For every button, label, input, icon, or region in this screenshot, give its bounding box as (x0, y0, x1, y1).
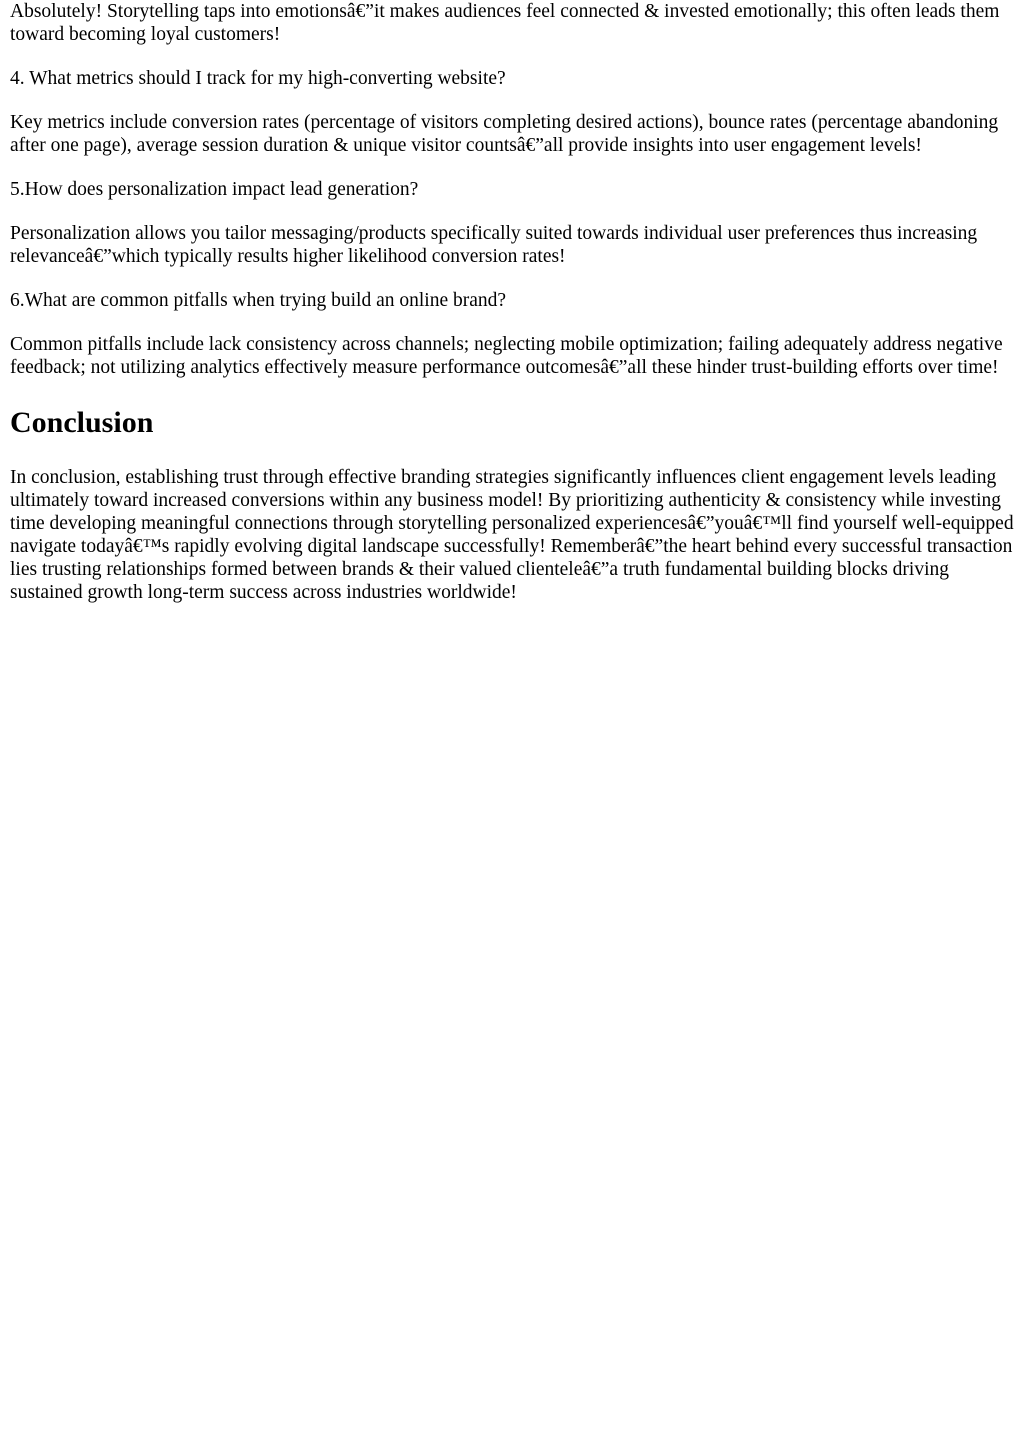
faq-question-personalization: 5.How does personalization impact lead generation? (10, 179, 419, 200)
faq-answer-pitfalls: Common pitfalls include lack consistency across channels; neglecting mobile optimization; failing adequately address negative feedback; not utilizing analytics effectively measure performance outcomesâ€”all these hinder trust-building efforts over time! (10, 334, 1003, 378)
conclusion-heading: Conclusion (10, 406, 154, 439)
faq-answer-personalization: Personalization allows you tailor messaging/products specifically suited towards individual user preferences thus increasing relevanceâ€”which typically results higher likelihood conversion rates! (10, 223, 978, 267)
faq-question-metrics: 4. What metrics should I track for my high-converting website? (10, 68, 506, 89)
faq-answer-storytelling: Absolutely! Storytelling taps into emotionsâ€”it makes audiences feel connected & invested emotionally; this often leads them toward becoming loyal customers! (10, 1, 1000, 45)
faq-question-pitfalls: 6.What are common pitfalls when trying build an online brand? (10, 290, 507, 311)
faq-answer-metrics: Key metrics include conversion rates (percentage of visitors completing desired actions), bounce rates (percentage abandoning after one page), average session duration & unique visitor countsâ€”all provide insights into user engagement levels! (10, 112, 999, 156)
conclusion-paragraph: In conclusion, establishing trust through effective branding strategies significantly influences client engagement levels leading ultimately toward increased conversions within any business model! By prioritizing authenticity & consistency while investing time developing meaningful connections through storytelling personalized experiencesâ€”youâ€™ll find yourself well-equipped navigate todayâ€™s rapidly evolving digital landscape successfully! Rememberâ€”the heart behind every successful transaction lies trusting relationships formed between brands & their valued clienteleâ€”a truth fundamental building blocks driving sustained growth long-term success across industries worldwide! (10, 467, 1014, 603)
